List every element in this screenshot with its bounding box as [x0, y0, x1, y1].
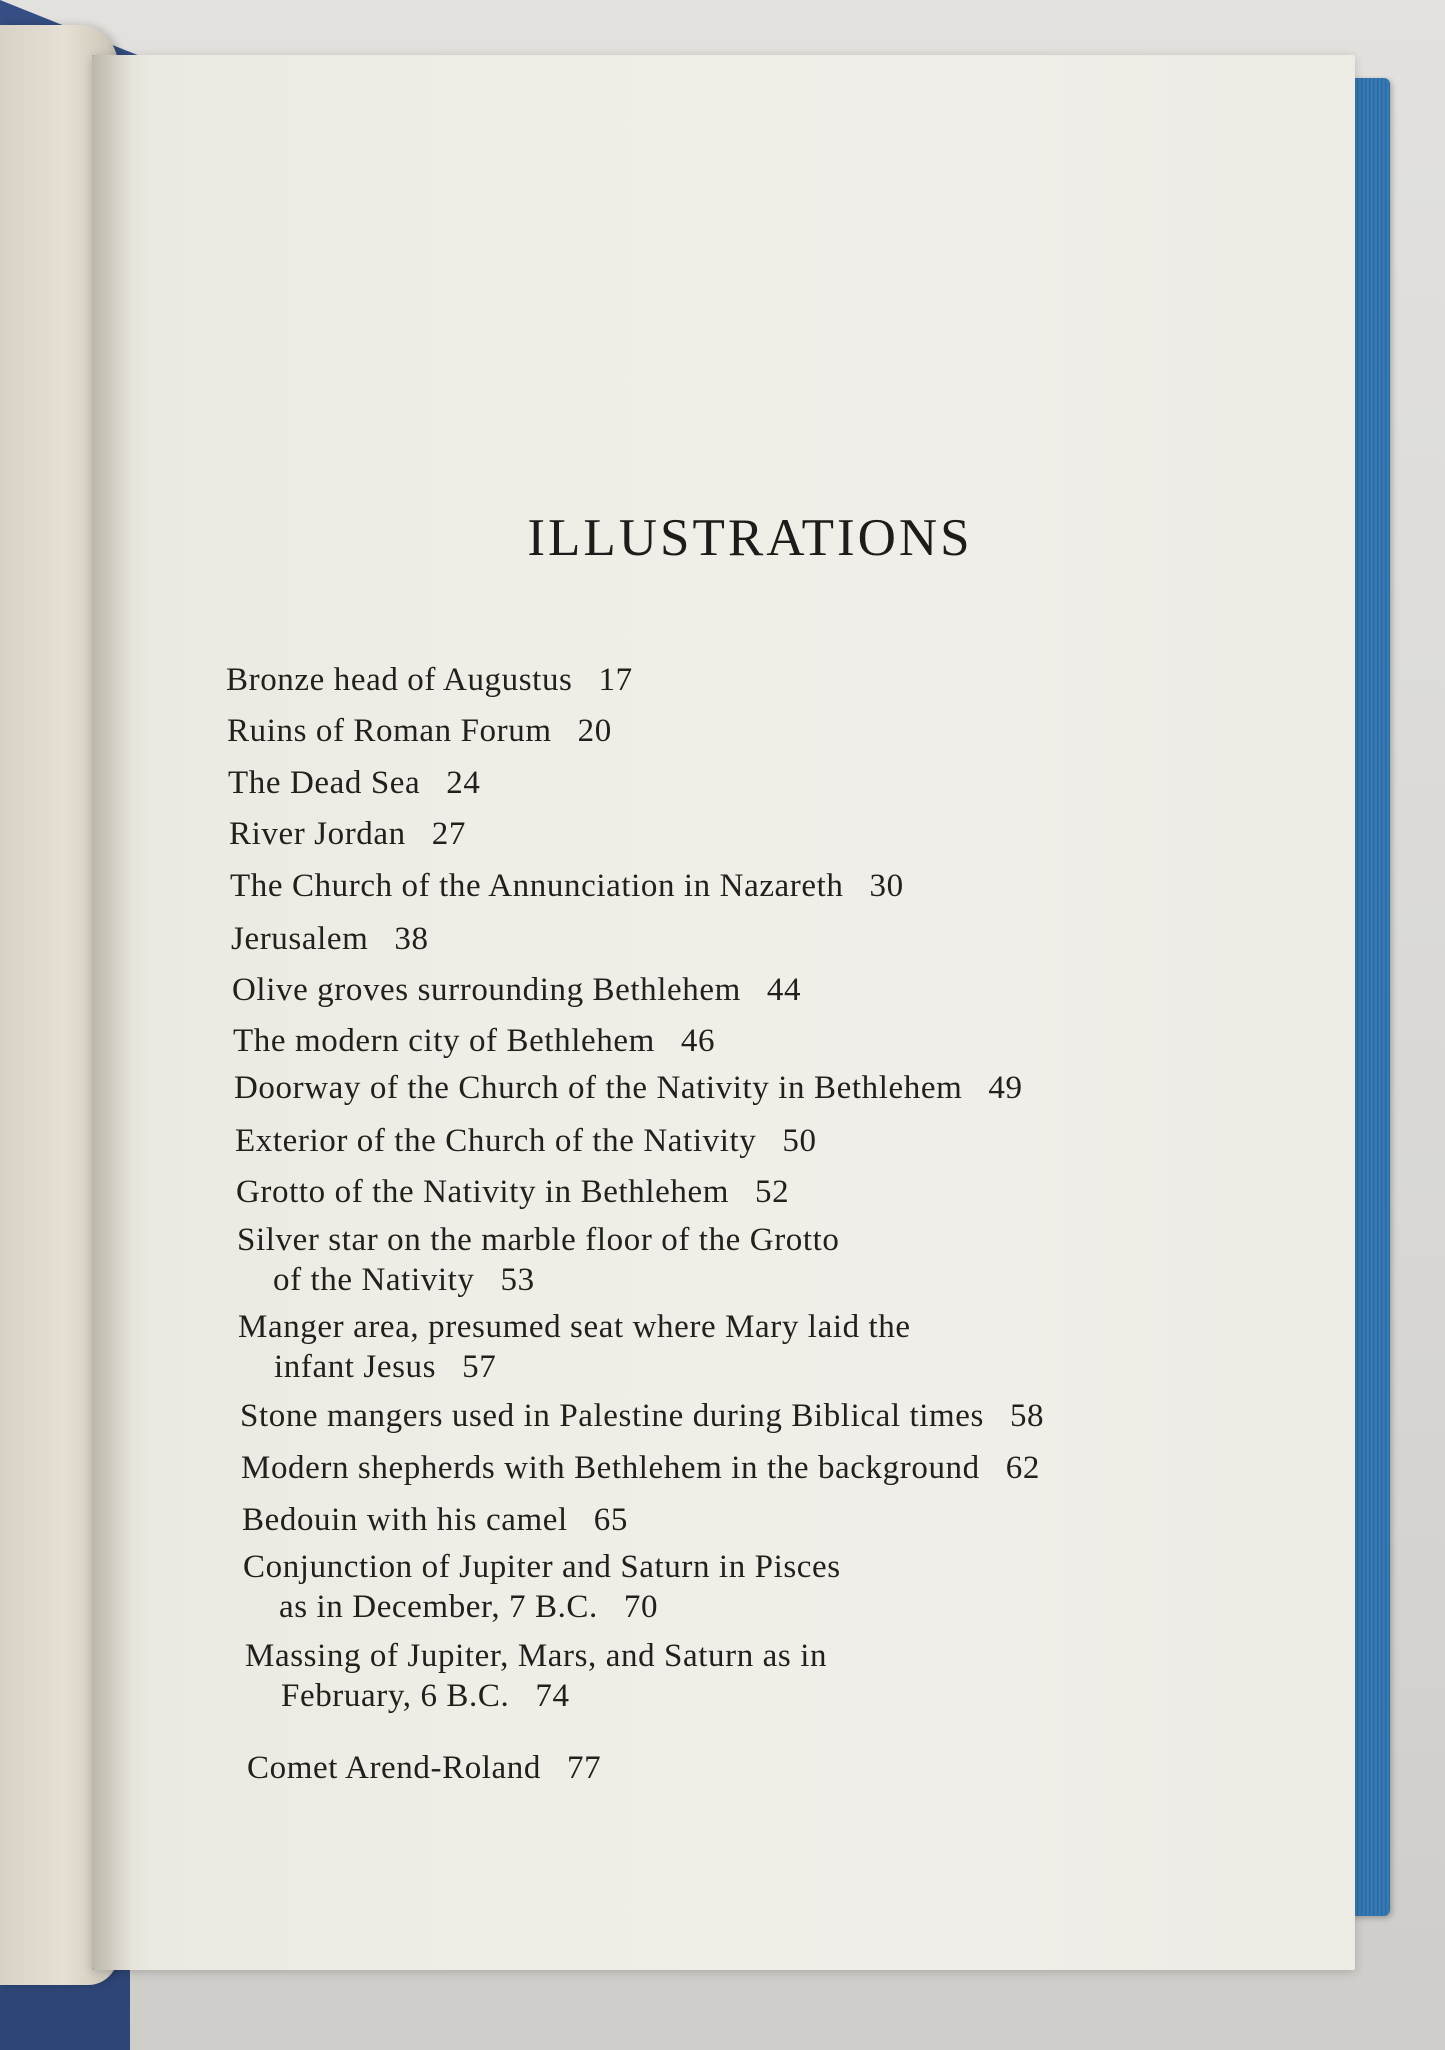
- entry-continuation: [243, 1587, 841, 1627]
- entry-continuation: [237, 1260, 840, 1300]
- entry-page-number: 77: [567, 1750, 602, 1786]
- list-item: [240, 1396, 1044, 1436]
- entry-title: The modern city of Bethlehem: [233, 1023, 655, 1059]
- entry-title-continued: infant Jesus: [274, 1349, 437, 1385]
- entry-page-number: 24: [446, 765, 481, 801]
- entry-title: Doorway of the Church of the Nativity in Bethlehem: [234, 1070, 963, 1106]
- list-item: [233, 1021, 715, 1061]
- list-item: [230, 866, 904, 906]
- entry-title: Conjunction of Jupiter and Saturn in Pisces: [243, 1549, 841, 1585]
- entry-continuation: [238, 1347, 911, 1387]
- entry-page-number: 62: [1005, 1450, 1040, 1486]
- entry-page-number: 65: [593, 1502, 628, 1538]
- entry-page-number: 30: [869, 868, 904, 904]
- page-title: ILLUSTRATIONS: [527, 509, 973, 567]
- entry-title: The Dead Sea: [228, 765, 421, 801]
- entry-title: Bronze head of Augustus: [226, 662, 573, 698]
- entry-title: Olive groves surrounding Bethlehem: [232, 972, 741, 1008]
- list-item: [237, 1220, 840, 1300]
- entry-page-number: 50: [782, 1123, 817, 1159]
- entry-title: Bedouin with his camel: [242, 1502, 568, 1538]
- entry-title: Massing of Jupiter, Mars, and Saturn as in: [245, 1638, 828, 1674]
- entry-page-number: 27: [431, 816, 466, 852]
- list-item: [247, 1748, 601, 1788]
- gutter-shadow: [92, 55, 132, 1970]
- list-item: [245, 1636, 827, 1716]
- entry-page-number: 70: [623, 1589, 659, 1625]
- list-item: [241, 1448, 1040, 1488]
- list-item: [227, 711, 612, 751]
- list-item: [226, 660, 633, 700]
- entry-title: Exterior of the Church of the Nativity: [235, 1123, 757, 1159]
- entry-title: Stone mangers used in Palestine during Biblical times: [240, 1398, 984, 1434]
- entry-title-continued: of the Nativity: [273, 1262, 475, 1298]
- list-item: [238, 1307, 911, 1387]
- list-item: [228, 763, 480, 803]
- entry-title: The Church of the Annunciation in Nazareth: [230, 868, 844, 904]
- list-item: [236, 1172, 789, 1212]
- list-item: [232, 970, 801, 1010]
- entry-title: Ruins of Roman Forum: [227, 713, 552, 749]
- entry-page-number: 44: [766, 972, 802, 1008]
- entry-page-number: 58: [1009, 1398, 1045, 1434]
- list-item: [229, 814, 466, 854]
- entry-page-number: 53: [500, 1262, 535, 1298]
- list-item: [243, 1547, 841, 1627]
- entry-page-number: 52: [755, 1174, 790, 1210]
- entry-page-number: 49: [988, 1070, 1023, 1106]
- entry-title-continued: as in December, 7 B.C.: [279, 1589, 598, 1625]
- entry-title: Silver star on the marble floor of the Grotto: [237, 1222, 840, 1258]
- list-item: [231, 919, 429, 959]
- entry-title-continued: February, 6 B.C.: [281, 1678, 510, 1714]
- entry-title: River Jordan: [229, 816, 406, 852]
- entry-continuation: [245, 1676, 827, 1716]
- entry-page-number: 17: [598, 662, 633, 698]
- entry-page-number: 74: [535, 1678, 570, 1714]
- entry-title: Modern shepherds with Bethlehem in the background: [241, 1450, 980, 1486]
- entry-title: Jerusalem: [231, 921, 369, 957]
- list-item: [242, 1500, 628, 1540]
- list-item: [234, 1068, 1023, 1108]
- entry-title: Manger area, presumed seat where Mary laid the: [238, 1309, 911, 1345]
- entry-page-number: 38: [394, 921, 429, 957]
- entry-title: Grotto of the Nativity in Bethlehem: [236, 1174, 729, 1210]
- list-item: [235, 1121, 817, 1161]
- entry-page-number: 57: [462, 1349, 497, 1385]
- entry-title: Comet Arend-Roland: [247, 1750, 542, 1786]
- entry-page-number: 20: [577, 713, 612, 749]
- entry-page-number: 46: [680, 1023, 716, 1059]
